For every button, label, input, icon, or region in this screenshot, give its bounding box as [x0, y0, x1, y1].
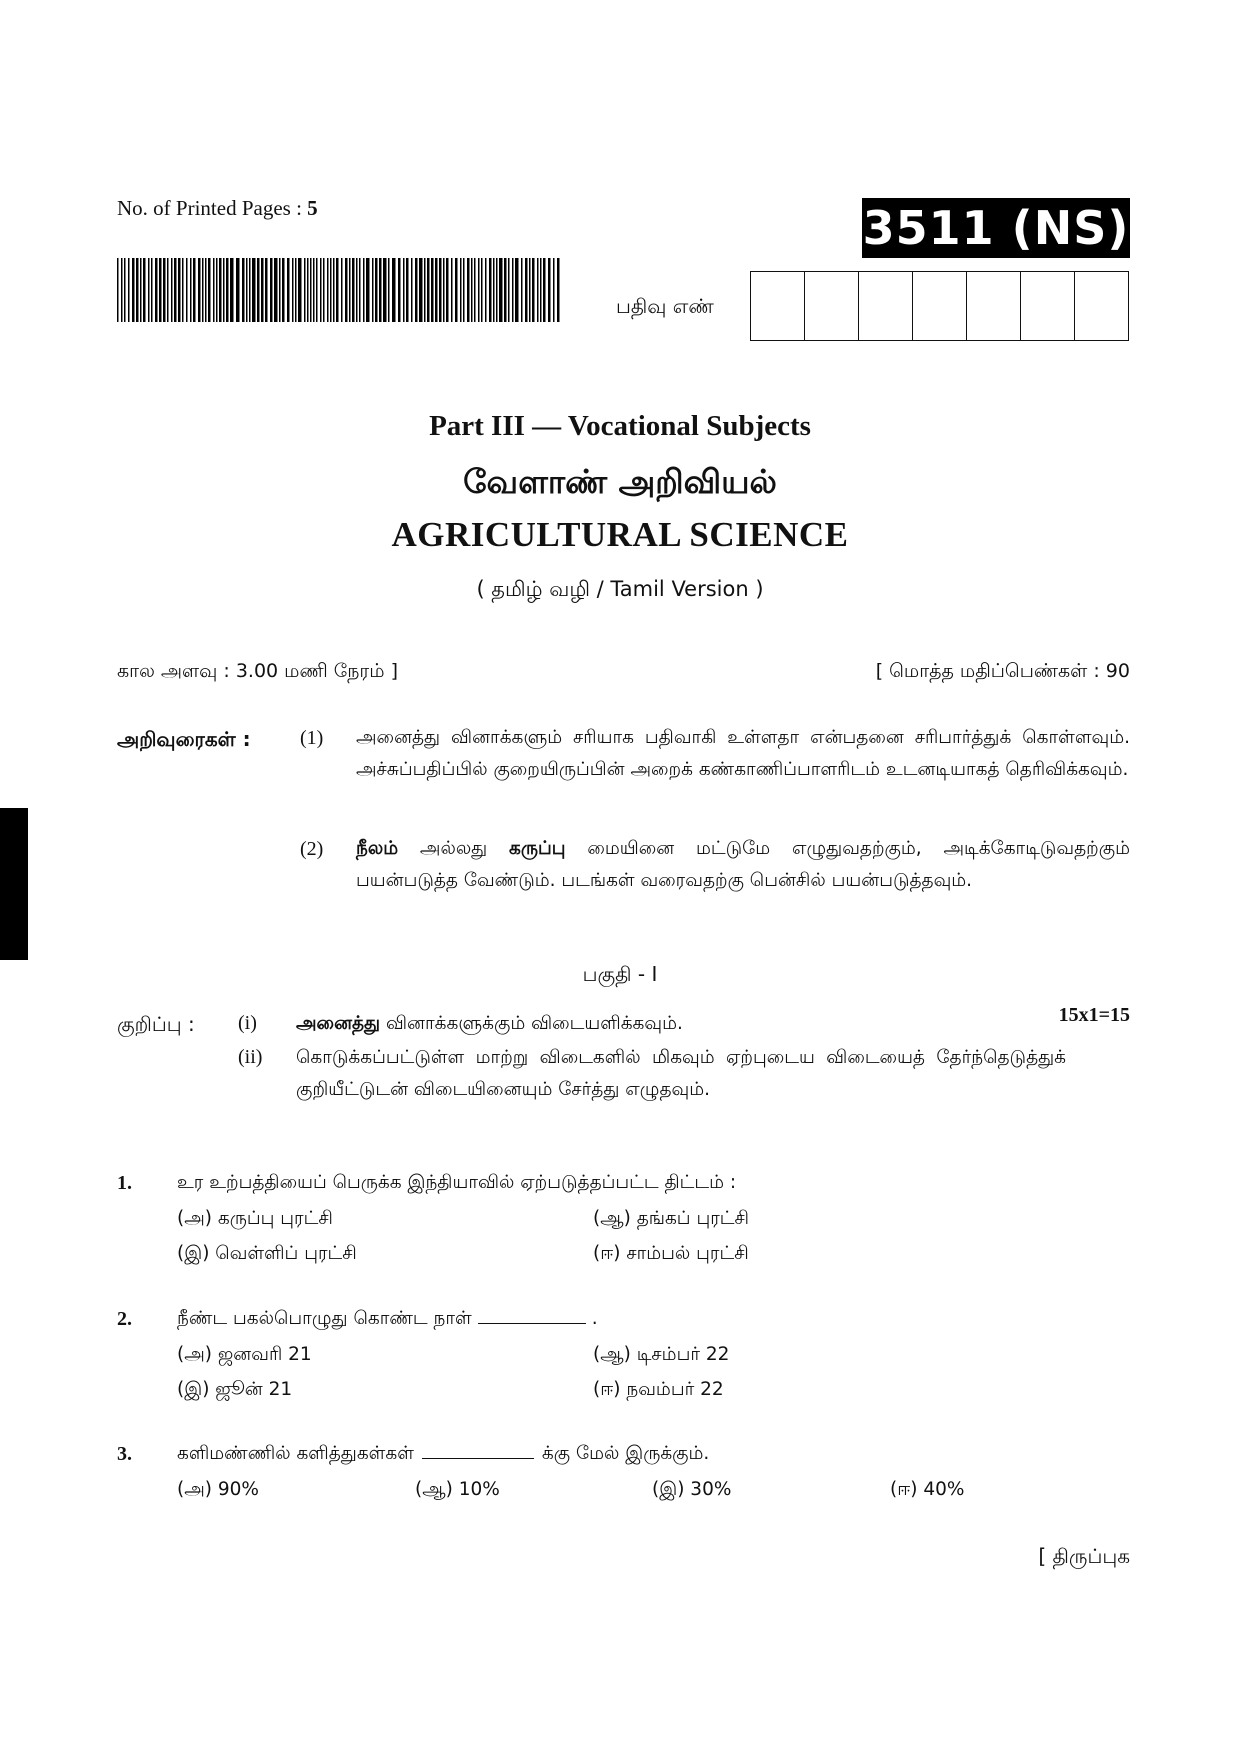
register-digit-box[interactable]	[859, 272, 913, 340]
question-2-option-a: (அ) ஜனவரி 21	[177, 1344, 312, 1365]
question-3-text-after: க்கு மேல் இருக்கும்.	[541, 1443, 710, 1464]
note-ii-number: (ii)	[238, 1046, 263, 1068]
question-3-option-b: (ஆ) 10%	[415, 1479, 500, 1500]
question-3-option-c: (இ) 30%	[652, 1479, 732, 1500]
answer-blank	[422, 1458, 534, 1459]
question-2-text	[177, 1308, 598, 1331]
question-3-option-a: (அ) 90%	[177, 1479, 259, 1500]
section-score: 15x1=15	[1058, 1004, 1130, 1026]
subject-title-tamil: வேளாண் அறிவியல்	[463, 462, 777, 501]
question-1-text: உர உற்பத்தியைப் பெருக்க இந்தியாவில் ஏற்படுத்தப்பட்ட திட்டம் :	[177, 1172, 737, 1193]
please-turn-over: [ திருப்புக	[1038, 1544, 1130, 1568]
section-title: பகுதி - I	[582, 962, 658, 986]
version-label: ( தமிழ் வழி / Tamil Version )	[476, 577, 764, 601]
note-i-text	[296, 1008, 683, 1040]
instruction-1-text: அனைத்து வினாக்களும் சரியாக பதிவாகி உள்ளதா என்பதனை சரிபார்த்துக் கொள்ளவும். அச்சுப்பதிப்பில் குறையிருப்பின் அறைக் கண்காணிப்பாளரிடம் உடனடியாகத் தெரிவிக்கவும்.	[356, 727, 1130, 780]
note-label: குறிப்பு :	[117, 1012, 195, 1036]
paper-code: 3511 (NS)	[862, 198, 1130, 258]
question-2-option-b: (ஆ) டிசம்பர் 22	[593, 1344, 730, 1365]
register-digit-box[interactable]	[913, 272, 967, 340]
register-digit-box[interactable]	[1075, 272, 1128, 340]
answer-blank	[478, 1323, 586, 1324]
printed-pages	[117, 196, 318, 221]
question-3-text-before: களிமண்ணில் களித்துகள்கள்	[177, 1443, 414, 1464]
note-i-bold: அனைத்து	[296, 1013, 381, 1034]
register-digit-box[interactable]	[967, 272, 1021, 340]
note-i-rest: வினாக்களுக்கும் விடையளிக்கவும்.	[380, 1013, 683, 1034]
part-title: Part III — Vocational Subjects	[429, 410, 811, 442]
question-3-number: 3.	[117, 1443, 132, 1465]
question-1-option-a: (அ) கருப்பு புரட்சி	[177, 1208, 333, 1229]
instructions-label: அறிவுரைகள் :	[117, 727, 251, 751]
question-2-option-c: (இ) ஜூன் 21	[177, 1379, 293, 1400]
question-2-text-after: .	[591, 1308, 598, 1329]
instruction-2-text	[356, 833, 1130, 897]
time-duration: கால அளவு : 3.00 மணி நேரம் ]	[117, 660, 398, 682]
printed-pages-label: No. of Printed Pages :	[117, 196, 308, 220]
register-number-label: பதிவு எண்	[616, 294, 714, 318]
question-3-option-d: (ஈ) 40%	[890, 1479, 965, 1500]
question-1-number: 1.	[117, 1172, 132, 1194]
question-1-option-c: (இ) வெள்ளிப் புரட்சி	[177, 1243, 357, 1264]
instruction-2-connector: அல்லது	[398, 838, 510, 859]
question-1-option-d: (ஈ) சாம்பல் புரட்சி	[593, 1243, 749, 1264]
question-2-number: 2.	[117, 1308, 132, 1330]
instruction-2-bold-blue: நீலம்	[356, 838, 399, 859]
register-digit-box[interactable]	[751, 272, 805, 340]
total-marks: [ மொத்த மதிப்பெண்கள் : 90	[875, 660, 1130, 682]
register-digit-box[interactable]	[805, 272, 859, 340]
question-3-text	[177, 1443, 709, 1466]
question-1-option-b: (ஆ) தங்கப் புரட்சி	[593, 1208, 749, 1229]
note-ii-text: கொடுக்கப்பட்டுள்ள மாற்று விடைகளில் மிகவும் ஏற்புடைய விடையைத் தேர்ந்தெடுத்துக் குறியீட்டுடன் விடையினையும் சேர்த்து எழுதவும்.	[296, 1047, 1066, 1100]
barcode	[117, 258, 561, 322]
note-i-number: (i)	[238, 1012, 257, 1034]
register-number-boxes[interactable]	[750, 271, 1129, 341]
instruction-2-bold-black: கருப்பு	[509, 838, 566, 859]
side-black-mark	[0, 808, 28, 960]
question-2-text-before: நீண்ட பகல்பொழுது கொண்ட நாள்	[177, 1308, 472, 1329]
instruction-2-number: (2)	[300, 838, 324, 860]
subject-title-english: AGRICULTURAL SCIENCE	[391, 515, 849, 554]
instruction-1-number: (1)	[300, 727, 324, 749]
register-digit-box[interactable]	[1021, 272, 1075, 340]
printed-pages-value: 5	[307, 196, 318, 220]
question-2-option-d: (ஈ) நவம்பர் 22	[593, 1379, 724, 1400]
instruction-2-rest: மையினை மட்டுமே எழுதுவதற்கும், அடிக்கோடிடுவதற்கும் பயன்படுத்த வேண்டும். படங்கள் வரைவதற்கு பென்சில் பயன்படுத்தவும்.	[356, 838, 1130, 891]
